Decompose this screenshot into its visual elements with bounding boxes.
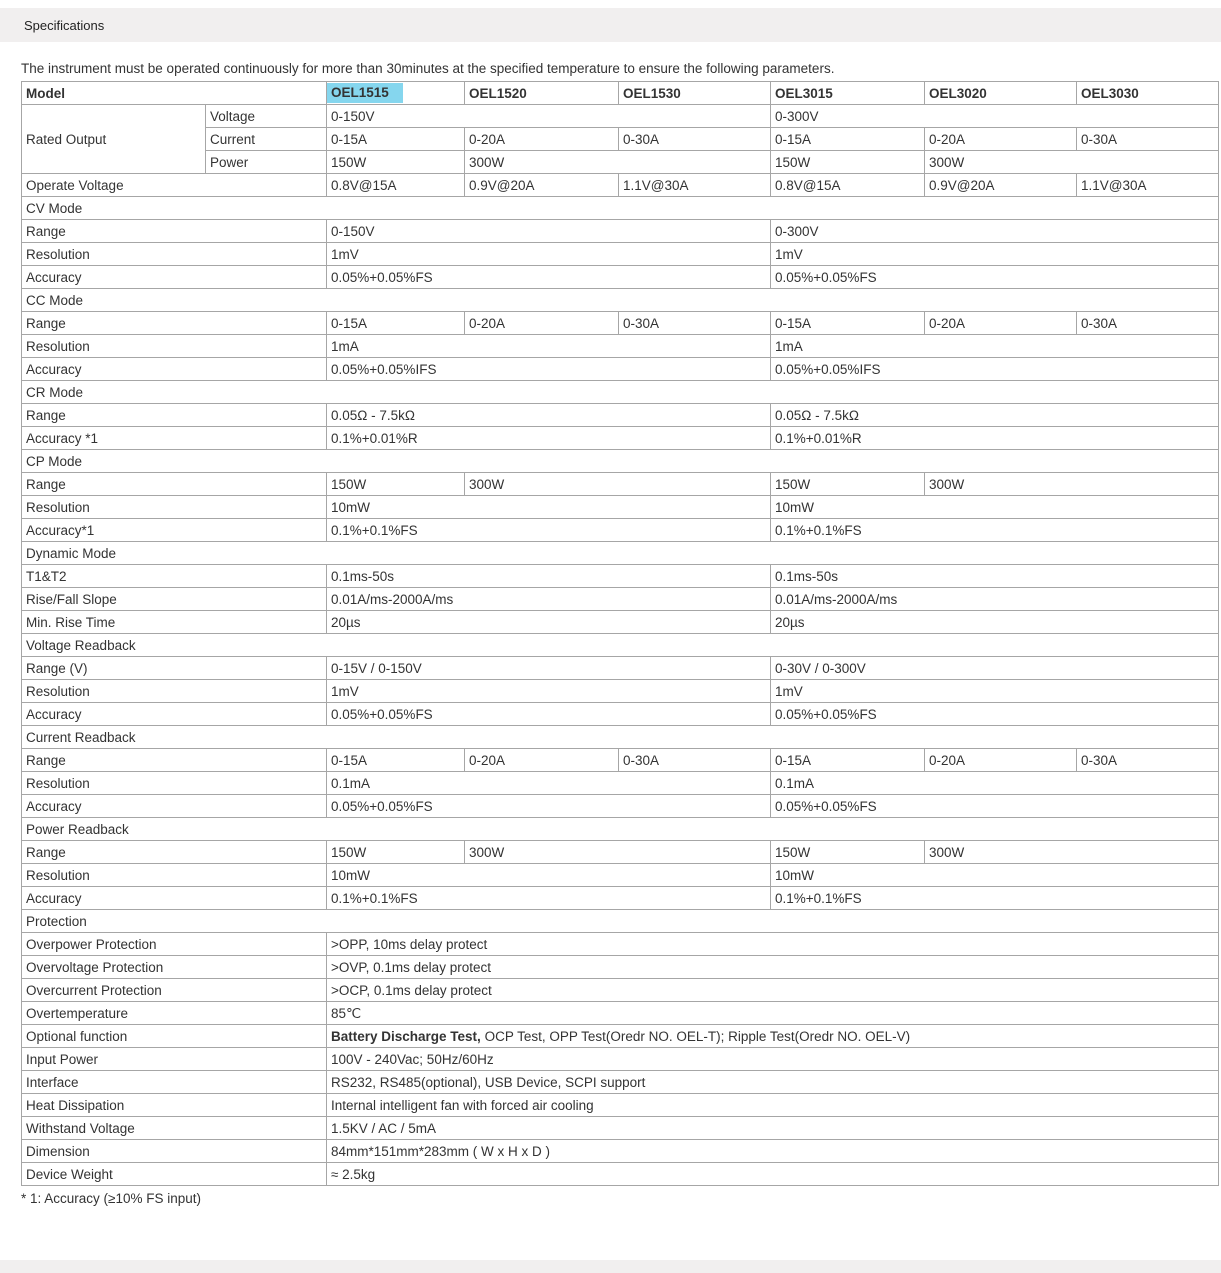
row-label: Device Weight (22, 1163, 327, 1186)
model-name: OEL1520 (465, 82, 619, 105)
value-cell: 10mW (771, 496, 1219, 519)
table-row (22, 841, 1219, 864)
value-cell: 0-20A (925, 128, 1077, 151)
table-row (22, 1094, 1219, 1117)
table-row (22, 703, 1219, 726)
value-cell: 0.8V@15A (327, 174, 465, 197)
value-cell: 10mW (327, 864, 771, 887)
value-cell: 1.1V@30A (619, 174, 771, 197)
table-row (22, 427, 1219, 450)
section-header: Voltage Readback (22, 634, 1219, 657)
value-cell: 0-15A (771, 749, 925, 772)
value-cell: 0.1%+0.1%FS (327, 887, 771, 910)
row-label: Range (22, 473, 327, 496)
table-row (22, 1025, 1219, 1048)
value-cell: 0-15A (327, 312, 465, 335)
value-cell: 0-15V / 0-150V (327, 657, 771, 680)
table-row (22, 634, 1219, 657)
row-label: Heat Dissipation (22, 1094, 327, 1117)
row-label: Dimension (22, 1140, 327, 1163)
row-label: Resolution (22, 335, 327, 358)
section-header: Current Readback (22, 726, 1219, 749)
value-cell: 150W (771, 473, 925, 496)
value-cell: 0.05%+0.05%FS (771, 795, 1219, 818)
value-cell: 0.8V@15A (771, 174, 925, 197)
table-row (22, 657, 1219, 680)
value-cell: 0-30A (1077, 312, 1219, 335)
value-cell: 0.05%+0.05%FS (771, 266, 1219, 289)
row-label: Min. Rise Time (22, 611, 327, 634)
row-label: Rise/Fall Slope (22, 588, 327, 611)
value-cell: 150W (771, 841, 925, 864)
intro-text: The instrument must be operated continuously for more than 30minutes at the specified temperature to ensure the following parameters. (21, 61, 835, 76)
row-label: Overpower Protection (22, 933, 327, 956)
table-row (22, 243, 1219, 266)
value-cell: 0-150V (327, 220, 771, 243)
value-cell: 150W (327, 841, 465, 864)
value-cell: 0-15A (771, 128, 925, 151)
table-row (22, 933, 1219, 956)
value-cell: 0-30A (1077, 128, 1219, 151)
row-label: Accuracy (22, 358, 327, 381)
value-cell: 0.1ms-50s (771, 565, 1219, 588)
section-header: Dynamic Mode (22, 542, 1219, 565)
value-cell: 300W (465, 473, 771, 496)
footer-bar (0, 1260, 1221, 1273)
section-header: Protection (22, 910, 1219, 933)
table-row (22, 864, 1219, 887)
row-label: Accuracy (22, 703, 327, 726)
row-label: Overcurrent Protection (22, 979, 327, 1002)
row-label: Range (22, 220, 327, 243)
footnote-text: * 1: Accuracy (≥10% FS input) (21, 1191, 201, 1206)
table-row (22, 105, 1219, 128)
table-row (22, 312, 1219, 335)
value-cell: 0.05%+0.05%IFS (771, 358, 1219, 381)
value-cell: Voltage (206, 105, 327, 128)
value-cell: 0.05Ω - 7.5kΩ (327, 404, 771, 427)
table-row (22, 519, 1219, 542)
value-cell: 150W (327, 473, 465, 496)
specs-table (21, 81, 1219, 1186)
table-row (22, 1140, 1219, 1163)
section-header: CC Mode (22, 289, 1219, 312)
value-cell: 0-30V / 0-300V (771, 657, 1219, 680)
value-cell: 20µs (771, 611, 1219, 634)
value-cell: ≈ 2.5kg (327, 1163, 1219, 1186)
row-label: Range (22, 841, 327, 864)
value-cell (327, 1025, 1219, 1048)
value-cell: 0-20A (465, 749, 619, 772)
section-header: CP Mode (22, 450, 1219, 473)
value-cell: 0-20A (465, 128, 619, 151)
value-cell: 10mW (771, 864, 1219, 887)
value-cell: RS232, RS485(optional), USB Device, SCPI support (327, 1071, 1219, 1094)
table-row (22, 266, 1219, 289)
table-row (22, 1163, 1219, 1186)
value-cell: 0.05Ω - 7.5kΩ (771, 404, 1219, 427)
table-row (22, 542, 1219, 565)
value-cell: 10mW (327, 496, 771, 519)
table-row (22, 496, 1219, 519)
model-name: OEL3020 (925, 82, 1077, 105)
row-label: Range (V) (22, 657, 327, 680)
table-row (22, 1002, 1219, 1025)
value-cell: 0.05%+0.05%FS (327, 795, 771, 818)
value-cell: 0.05%+0.05%IFS (327, 358, 771, 381)
row-label: Resolution (22, 772, 327, 795)
value-cell: 300W (925, 841, 1219, 864)
value-cell: >OVP, 0.1ms delay protect (327, 956, 1219, 979)
table-row (22, 197, 1219, 220)
table-row (22, 611, 1219, 634)
row-label: Resolution (22, 496, 327, 519)
row-label: T1&T2 (22, 565, 327, 588)
value-cell: 300W (465, 151, 771, 174)
value-cell: 300W (925, 151, 1219, 174)
model-name (327, 82, 465, 105)
value-cell: 0.1mA (771, 772, 1219, 795)
value-cell: Internal intelligent fan with forced air cooling (327, 1094, 1219, 1117)
section-header: Power Readback (22, 818, 1219, 841)
value-cell: 150W (771, 151, 925, 174)
value-cell: 0-30A (619, 312, 771, 335)
value-cell: 0.1%+0.01%R (771, 427, 1219, 450)
table-row (22, 588, 1219, 611)
row-label: Operate Voltage (22, 174, 327, 197)
value-cell: 0.01A/ms-2000A/ms (327, 588, 771, 611)
row-label: Optional function (22, 1025, 327, 1048)
value-cell: 85℃ (327, 1002, 1219, 1025)
value-cell: >OPP, 10ms delay protect (327, 933, 1219, 956)
table-row (22, 1071, 1219, 1094)
value-cell: 0.9V@20A (925, 174, 1077, 197)
row-label: Model (22, 82, 327, 105)
table-row (22, 174, 1219, 197)
model-name: OEL1530 (619, 82, 771, 105)
value-cell: 0.1mA (327, 772, 771, 795)
value-cell: 300W (925, 473, 1219, 496)
row-label: Withstand Voltage (22, 1117, 327, 1140)
row-label: Interface (22, 1071, 327, 1094)
value-cell: 0.1%+0.01%R (327, 427, 771, 450)
row-label: Overtemperature (22, 1002, 327, 1025)
value-cell: 0-30A (619, 128, 771, 151)
value-cell: 0-300V (771, 220, 1219, 243)
row-label: Overvoltage Protection (22, 956, 327, 979)
value-cell: 0-20A (925, 312, 1077, 335)
value-cell: 0-15A (327, 128, 465, 151)
row-label: Input Power (22, 1048, 327, 1071)
table-row (22, 772, 1219, 795)
row-label: Resolution (22, 243, 327, 266)
value-cell: 0-15A (771, 312, 925, 335)
table-row (22, 749, 1219, 772)
table-row (22, 289, 1219, 312)
value-cell: 0.01A/ms-2000A/ms (771, 588, 1219, 611)
value-cell: 1mV (771, 243, 1219, 266)
row-label: Accuracy *1 (22, 427, 327, 450)
row-label: Resolution (22, 680, 327, 703)
table-row (22, 565, 1219, 588)
value-cell: 1mV (327, 243, 771, 266)
value-cell: 0.9V@20A (465, 174, 619, 197)
row-label: Accuracy (22, 795, 327, 818)
table-row (22, 450, 1219, 473)
optional-function-text: OCP Test, OPP Test(Oredr NO. OEL-T); Ripple Test(Oredr NO. OEL-V) (480, 1028, 911, 1044)
table-row (22, 335, 1219, 358)
value-cell: 300W (465, 841, 771, 864)
row-label: Rated Output (22, 105, 206, 174)
row-label: Accuracy (22, 266, 327, 289)
table-row (22, 1048, 1219, 1071)
page-title: Specifications (24, 17, 105, 33)
value-cell: 0-20A (925, 749, 1077, 772)
value-cell: 0-150V (327, 105, 771, 128)
table-row (22, 358, 1219, 381)
value-cell: 0.1%+0.1%FS (327, 519, 771, 542)
highlighted-model-name: OEL1515 (327, 83, 403, 103)
table-row (22, 82, 1219, 105)
row-label: Range (22, 312, 327, 335)
value-cell: 0.1ms-50s (327, 565, 771, 588)
table-row (22, 887, 1219, 910)
table-row (22, 473, 1219, 496)
section-header: CR Mode (22, 381, 1219, 404)
model-name: OEL3030 (1077, 82, 1219, 105)
table-row (22, 404, 1219, 427)
table-row (22, 818, 1219, 841)
section-header: CV Mode (22, 197, 1219, 220)
specifications-header-bar (0, 8, 1221, 42)
table-row (22, 795, 1219, 818)
value-cell: 1mA (327, 335, 771, 358)
table-row (22, 1117, 1219, 1140)
value-cell: 0.05%+0.05%FS (771, 703, 1219, 726)
specs-tbody (22, 82, 1219, 1186)
table-row (22, 979, 1219, 1002)
table-row (22, 956, 1219, 979)
row-label: Power (206, 151, 327, 174)
value-cell: 0-30A (1077, 749, 1219, 772)
row-label: Range (22, 749, 327, 772)
model-name: OEL3015 (771, 82, 925, 105)
value-cell: 0-20A (465, 312, 619, 335)
row-label: Accuracy*1 (22, 519, 327, 542)
table-row (22, 220, 1219, 243)
row-label: Current (206, 128, 327, 151)
value-cell: 1mV (771, 680, 1219, 703)
value-cell: >OCP, 0.1ms delay protect (327, 979, 1219, 1002)
table-row (22, 910, 1219, 933)
table-row (22, 680, 1219, 703)
row-label: Accuracy (22, 887, 327, 910)
value-cell: 100V - 240Vac; 50Hz/60Hz (327, 1048, 1219, 1071)
table-row (22, 726, 1219, 749)
value-cell: 0-30A (619, 749, 771, 772)
value-cell: 1.1V@30A (1077, 174, 1219, 197)
value-cell: 0.1%+0.1%FS (771, 887, 1219, 910)
row-label: Range (22, 404, 327, 427)
value-cell: 1mA (771, 335, 1219, 358)
value-cell: 150W (327, 151, 465, 174)
value-cell: 20µs (327, 611, 771, 634)
row-label: Resolution (22, 864, 327, 887)
value-cell: 0.05%+0.05%FS (327, 703, 771, 726)
value-cell: 1mV (327, 680, 771, 703)
value-cell: 84mm*151mm*283mm ( W x H x D ) (327, 1140, 1219, 1163)
optional-function-bold-text: Battery Discharge Test, (331, 1028, 481, 1044)
table-row (22, 381, 1219, 404)
value-cell: 1.5KV / AC / 5mA (327, 1117, 1219, 1140)
value-cell: 0.05%+0.05%FS (327, 266, 771, 289)
value-cell: 0-300V (771, 105, 1219, 128)
value-cell: 0-15A (327, 749, 465, 772)
value-cell: 0.1%+0.1%FS (771, 519, 1219, 542)
